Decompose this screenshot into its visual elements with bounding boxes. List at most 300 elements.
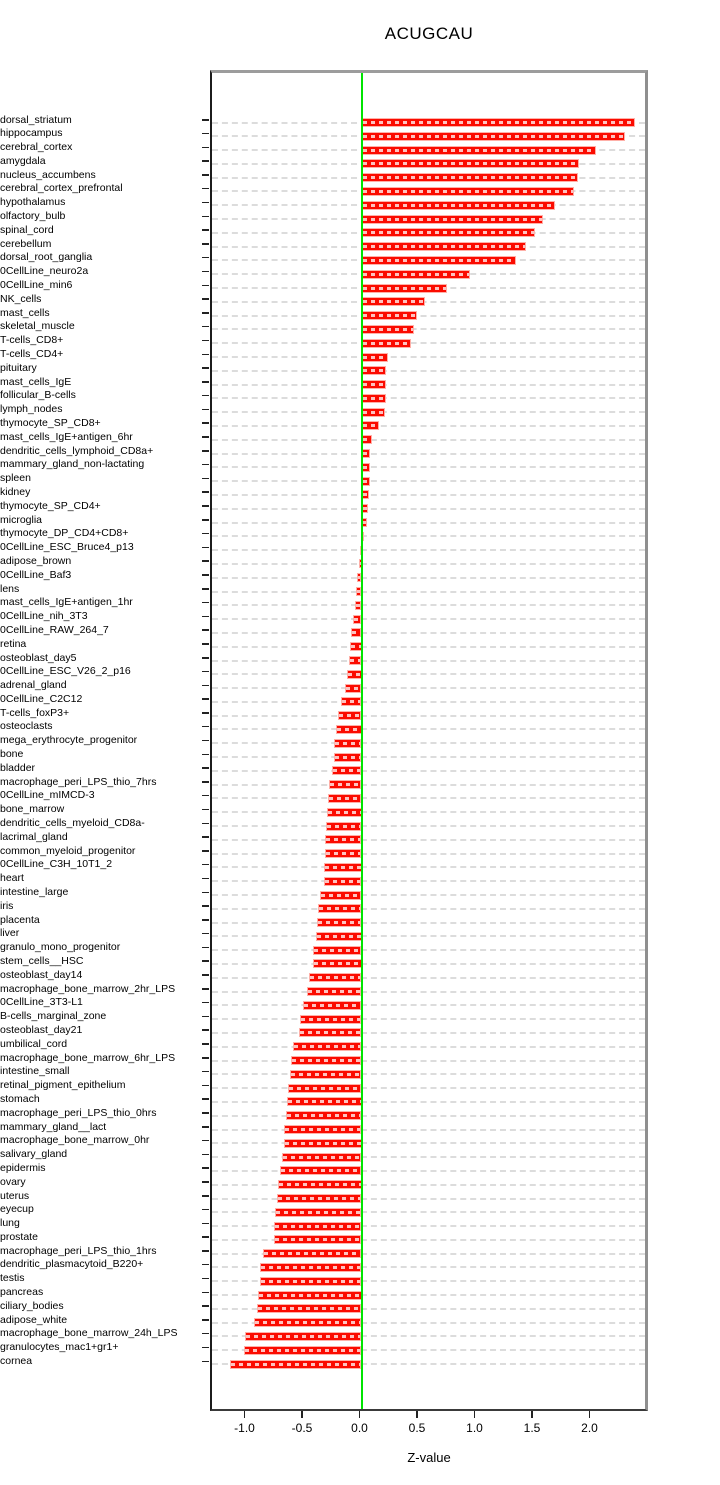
grid-line xyxy=(212,1101,645,1103)
y-tick xyxy=(202,947,209,949)
bar-dorsal_root_ganglia xyxy=(362,256,516,265)
bar-adrenal_gland xyxy=(345,684,361,693)
grid-line xyxy=(212,328,645,330)
bar-0CellLine_3T3-L1 xyxy=(303,1001,362,1010)
grid-line xyxy=(212,839,645,841)
bar-uterus xyxy=(277,1194,362,1203)
bar-mast_cells xyxy=(362,311,417,320)
category-label: spinal_cord xyxy=(0,223,54,236)
category-label: cornea xyxy=(0,1355,33,1368)
bar-spleen xyxy=(362,477,370,486)
bar-osteoblast_day14 xyxy=(309,973,361,982)
y-tick xyxy=(202,1016,209,1018)
category-label: dendritic_cells_myeloid_CD8a- xyxy=(0,817,145,830)
grid-line xyxy=(212,549,645,551)
category-label: dendritic_plasmacytoid_B220+ xyxy=(0,1258,144,1271)
y-tick xyxy=(202,1057,209,1059)
y-tick xyxy=(202,878,209,880)
grid-line xyxy=(212,1170,645,1172)
bar-0CellLine_mIMCD-3 xyxy=(328,794,362,803)
y-tick xyxy=(202,133,209,135)
x-tick xyxy=(474,1411,476,1418)
grid-line xyxy=(212,1004,645,1006)
category-label: 0CellLine_RAW_264_7 xyxy=(0,623,109,636)
bar-granulo_mono_progenitor xyxy=(313,946,361,955)
bar-mega_erythrocyte_progenitor xyxy=(334,739,361,748)
x-tick-label: -1.0 xyxy=(234,1421,255,1435)
bar-intestine_large xyxy=(320,891,361,900)
category-label: 0CellLine_C2C12 xyxy=(0,692,83,705)
category-label: cerebellum xyxy=(0,237,52,250)
y-tick xyxy=(202,1292,209,1294)
x-tick xyxy=(359,1411,361,1418)
bar-cornea xyxy=(230,1360,361,1369)
y-tick xyxy=(202,478,209,480)
category-label: cerebral_cortex xyxy=(0,141,73,154)
grid-line xyxy=(212,1087,645,1089)
bar-olfactory_bulb xyxy=(362,215,544,224)
y-tick xyxy=(202,616,209,618)
bar-T-cells_foxP3+ xyxy=(338,711,362,720)
grid-line xyxy=(212,632,645,634)
y-tick xyxy=(202,988,209,990)
bar-follicular_B-cells xyxy=(362,394,386,403)
category-label: lacrimal_gland xyxy=(0,830,68,843)
y-tick xyxy=(202,809,209,811)
y-tick xyxy=(202,271,209,273)
category-label: bone_marrow xyxy=(0,803,65,816)
category-label: osteoblast_day5 xyxy=(0,651,77,664)
grid-line xyxy=(212,315,645,317)
y-tick xyxy=(202,533,209,535)
bar-salivary_gland xyxy=(282,1153,362,1162)
bar-macrophage_bone_marrow_2hr_LPS xyxy=(307,987,361,996)
category-label: 0CellLine_neuro2a xyxy=(0,265,89,278)
y-tick xyxy=(202,202,209,204)
bar-retinal_pigment_epithelium xyxy=(288,1084,361,1093)
y-tick xyxy=(202,1181,209,1183)
grid-line xyxy=(212,687,645,689)
category-label: kidney xyxy=(0,485,31,498)
y-tick xyxy=(202,754,209,756)
category-label: common_myeloid_progenitor xyxy=(0,844,136,857)
category-label: olfactory_bulb xyxy=(0,210,66,223)
category-label: ciliary_bodies xyxy=(0,1299,64,1312)
grid-line xyxy=(212,453,645,455)
grid-line xyxy=(212,784,645,786)
grid-line xyxy=(212,508,645,510)
category-label: B-cells_marginal_zone xyxy=(0,1010,107,1023)
y-tick xyxy=(202,823,209,825)
x-tick xyxy=(416,1411,418,1418)
grid-line xyxy=(212,384,645,386)
y-tick xyxy=(202,1043,209,1045)
bar-dendritic_plasmacytoid_B220+ xyxy=(260,1263,361,1272)
category-label: adrenal_gland xyxy=(0,679,67,692)
bar-amygdala xyxy=(362,159,579,168)
y-tick xyxy=(202,685,209,687)
y-tick xyxy=(202,354,209,356)
y-tick xyxy=(202,422,209,424)
bar-iris xyxy=(318,904,362,913)
y-tick xyxy=(202,1098,209,1100)
y-tick xyxy=(202,450,209,452)
bar-testis xyxy=(260,1277,362,1286)
grid-line xyxy=(212,660,645,662)
grid-line xyxy=(212,439,645,441)
y-tick xyxy=(202,340,209,342)
bar-eyecup xyxy=(275,1208,362,1217)
bar-adipose_white xyxy=(254,1318,362,1327)
x-axis-title: Z-value xyxy=(407,1450,451,1465)
grid-line xyxy=(212,908,645,910)
grid-line xyxy=(212,922,645,924)
y-tick xyxy=(202,519,209,521)
bar-mammary_gland__lact xyxy=(284,1125,361,1134)
zero-reference-line xyxy=(361,73,363,1409)
category-label: dorsal_root_ganglia xyxy=(0,251,93,264)
category-label: placenta xyxy=(0,913,40,926)
grid-line xyxy=(212,797,645,799)
category-label: hippocampus xyxy=(0,127,63,140)
grid-line xyxy=(212,963,645,965)
y-tick xyxy=(202,1305,209,1307)
bar-0CellLine_min6 xyxy=(362,284,447,293)
category-label: 0CellLine_C3H_10T1_2 xyxy=(0,858,113,871)
category-label: osteoblast_day14 xyxy=(0,968,83,981)
category-label: testis xyxy=(0,1272,25,1285)
y-tick xyxy=(202,1002,209,1004)
grid-line xyxy=(212,949,645,951)
category-label: epidermis xyxy=(0,1161,46,1174)
bar-0CellLine_C3H_10T1_2 xyxy=(324,863,361,872)
bar-macrophage_bone_marrow_24h_LPS xyxy=(245,1332,361,1341)
category-label: skeletal_muscle xyxy=(0,320,75,333)
category-label: follicular_B-cells xyxy=(0,389,76,402)
grid-line xyxy=(212,425,645,427)
bar-ciliary_bodies xyxy=(257,1304,362,1313)
y-tick xyxy=(202,1250,209,1252)
category-label: macrophage_bone_marrow_6hr_LPS xyxy=(0,1051,176,1064)
grid-line xyxy=(212,480,645,482)
y-tick xyxy=(202,960,209,962)
y-tick xyxy=(202,1167,209,1169)
y-tick xyxy=(202,1112,209,1114)
grid-line xyxy=(212,935,645,937)
y-tick xyxy=(202,1264,209,1266)
grid-line xyxy=(212,370,645,372)
y-tick xyxy=(202,216,209,218)
x-tick-label: 0.0 xyxy=(351,1421,368,1435)
y-tick xyxy=(202,285,209,287)
y-tick xyxy=(202,547,209,549)
bar-lacrimal_gland xyxy=(325,835,361,844)
y-tick xyxy=(202,436,209,438)
grid-line xyxy=(212,411,645,413)
y-tick xyxy=(202,643,209,645)
grid-line xyxy=(212,1115,645,1117)
grid-line xyxy=(212,342,645,344)
grid-line xyxy=(212,715,645,717)
grid-line xyxy=(212,356,645,358)
category-label: retinal_pigment_epithelium xyxy=(0,1079,126,1092)
bar-dendritic_cells_lymphoid_CD8a+ xyxy=(362,449,370,458)
bar-prostate xyxy=(274,1235,362,1244)
y-tick xyxy=(202,188,209,190)
category-label: bone xyxy=(0,748,24,761)
bar-B-cells_marginal_zone xyxy=(300,1015,362,1024)
grid-line xyxy=(212,825,645,827)
category-label: macrophage_peri_LPS_thio_0hrs xyxy=(0,1106,157,1119)
grid-line xyxy=(212,494,645,496)
bar-macrophage_peri_LPS_thio_0hrs xyxy=(286,1111,362,1120)
y-tick xyxy=(202,312,209,314)
category-label: NK_cells xyxy=(0,292,42,305)
y-tick xyxy=(202,767,209,769)
category-label: mast_cells_IgE+antigen_6hr xyxy=(0,430,133,443)
y-tick xyxy=(202,726,209,728)
grid-line xyxy=(212,1129,645,1131)
bar-thymocyte_SP_CD8+ xyxy=(362,421,379,430)
x-tick-label: 1.5 xyxy=(523,1421,541,1435)
y-tick xyxy=(202,147,209,149)
category-label: adipose_white xyxy=(0,1313,68,1326)
category-label: macrophage_bone_marrow_24h_LPS xyxy=(0,1327,178,1340)
y-tick xyxy=(202,1361,209,1363)
bar-pituitary xyxy=(362,366,386,375)
bar-cerebral_cortex_prefrontal xyxy=(362,187,575,196)
y-tick xyxy=(202,905,209,907)
category-label: heart xyxy=(0,872,24,885)
x-tick xyxy=(301,1411,303,1418)
y-tick xyxy=(202,740,209,742)
y-tick xyxy=(202,850,209,852)
category-label: macrophage_peri_LPS_thio_7hrs xyxy=(0,775,157,788)
bar-spinal_cord xyxy=(362,228,536,237)
category-label: intestine_large xyxy=(0,886,69,899)
y-tick xyxy=(202,712,209,714)
grid-line xyxy=(212,1184,645,1186)
y-tick xyxy=(202,1347,209,1349)
y-tick xyxy=(202,1071,209,1073)
y-tick xyxy=(202,1140,209,1142)
grid-line xyxy=(212,991,645,993)
category-label: thymocyte_SP_CD4+ xyxy=(0,499,101,512)
category-label: lung xyxy=(0,1217,20,1230)
category-label: hypothalamus xyxy=(0,196,66,209)
category-label: pancreas xyxy=(0,1286,44,1299)
category-label: lymph_nodes xyxy=(0,403,63,416)
grid-line xyxy=(212,1156,645,1158)
grid-line xyxy=(212,742,645,744)
grid-line xyxy=(212,1018,645,1020)
y-tick xyxy=(202,298,209,300)
y-tick xyxy=(202,243,209,245)
category-label: pituitary xyxy=(0,361,37,374)
category-label: eyecup xyxy=(0,1203,34,1216)
y-tick xyxy=(202,160,209,162)
y-tick xyxy=(202,367,209,369)
bar-0CellLine_ESC_V26_2_p16 xyxy=(347,670,361,679)
grid-line xyxy=(212,866,645,868)
grid-line xyxy=(212,563,645,565)
plot-area xyxy=(210,70,648,1411)
bar-T-cells_CD8+ xyxy=(362,339,411,348)
bar-hypothalamus xyxy=(362,201,555,210)
y-tick xyxy=(202,781,209,783)
grid-line xyxy=(212,301,645,303)
bar-mammary_gland_non-lactating xyxy=(362,463,370,472)
grid-line xyxy=(212,880,645,882)
category-label: umbilical_cord xyxy=(0,1037,68,1050)
grid-line xyxy=(212,977,645,979)
category-label: iris xyxy=(0,899,14,912)
bar-cerebral_cortex xyxy=(362,146,597,155)
grid-line xyxy=(212,397,645,399)
y-tick xyxy=(202,257,209,259)
bar-osteoblast_day21 xyxy=(299,1028,362,1037)
bar-heart xyxy=(324,877,362,886)
category-label: 0CellLine_ESC_V26_2_p16 xyxy=(0,665,131,678)
grid-line xyxy=(212,756,645,758)
y-tick xyxy=(202,1223,209,1225)
category-label: intestine_small xyxy=(0,1065,70,1078)
y-tick xyxy=(202,326,209,328)
bar-ovary xyxy=(278,1180,361,1189)
category-label: 0CellLine_ESC_Bruce4_p13 xyxy=(0,541,134,554)
grid-line xyxy=(212,1046,645,1048)
bar-nucleus_accumbens xyxy=(362,173,578,182)
category-label: mammary_gland_non-lactating xyxy=(0,458,145,471)
grid-line xyxy=(212,1060,645,1062)
y-tick xyxy=(202,836,209,838)
category-label: liver xyxy=(0,927,20,940)
y-tick xyxy=(202,1126,209,1128)
x-tick-label: 2.0 xyxy=(581,1421,598,1435)
category-label: 0CellLine_nih_3T3 xyxy=(0,610,88,623)
bar-bone_marrow xyxy=(327,808,362,817)
bar-macrophage_bone_marrow_6hr_LPS xyxy=(291,1056,361,1065)
category-label: spleen xyxy=(0,472,31,485)
y-tick xyxy=(202,174,209,176)
y-tick xyxy=(202,381,209,383)
category-label: 0CellLine_min6 xyxy=(0,279,73,292)
grid-line xyxy=(212,535,645,537)
bar-lung xyxy=(274,1222,361,1231)
grid-line xyxy=(212,728,645,730)
y-tick xyxy=(202,1085,209,1087)
grid-line xyxy=(212,604,645,606)
category-label: mast_cells xyxy=(0,306,50,319)
grid-line xyxy=(212,591,645,593)
bar-kidney xyxy=(362,490,369,499)
y-tick xyxy=(202,1195,209,1197)
grid-line xyxy=(212,673,645,675)
y-tick xyxy=(202,588,209,590)
bar-skeletal_muscle xyxy=(362,325,415,334)
bar-cerebellum xyxy=(362,242,526,251)
y-tick xyxy=(202,657,209,659)
bar-common_myeloid_progenitor xyxy=(325,849,362,858)
category-label: stomach xyxy=(0,1092,40,1105)
category-label: mega_erythrocyte_progenitor xyxy=(0,734,138,747)
category-label: T-cells_CD8+ xyxy=(0,334,64,347)
bar-dendritic_cells_myeloid_CD8a- xyxy=(326,822,361,831)
x-tick-label: 0.5 xyxy=(408,1421,426,1435)
grid-line xyxy=(212,646,645,648)
chart-title: ACUGCAU xyxy=(384,24,474,43)
y-tick xyxy=(202,864,209,866)
y-tick xyxy=(202,1236,209,1238)
y-tick xyxy=(202,1278,209,1280)
y-tick xyxy=(202,795,209,797)
category-label: macrophage_peri_LPS_thio_1hrs xyxy=(0,1244,157,1257)
y-tick xyxy=(202,933,209,935)
bar-0CellLine_neuro2a xyxy=(362,270,470,279)
grid-line xyxy=(212,577,645,579)
bar-liver xyxy=(316,932,362,941)
bar-osteoclasts xyxy=(336,725,362,734)
y-tick xyxy=(202,491,209,493)
category-label: prostate xyxy=(0,1230,38,1243)
bar-bone xyxy=(334,753,362,762)
bar-macrophage_bone_marrow_0hr xyxy=(284,1139,362,1148)
y-tick xyxy=(202,574,209,576)
y-tick xyxy=(202,229,209,231)
y-tick xyxy=(202,1333,209,1335)
y-tick xyxy=(202,1319,209,1321)
category-label: mast_cells_IgE+antigen_1hr xyxy=(0,596,133,609)
category-label: uterus xyxy=(0,1189,30,1202)
y-tick xyxy=(202,505,209,507)
y-tick xyxy=(202,119,209,121)
x-tick xyxy=(531,1411,533,1418)
y-tick xyxy=(202,1209,209,1211)
category-label: mammary_gland__lact xyxy=(0,1120,107,1133)
bar-dorsal_striatum xyxy=(362,118,636,127)
category-label: salivary_gland xyxy=(0,1148,68,1161)
category-label: thymocyte_DP_CD4+CD8+ xyxy=(0,527,129,540)
category-label: thymocyte_SP_CD8+ xyxy=(0,416,101,429)
x-tick xyxy=(589,1411,591,1418)
category-label: 0CellLine_3T3-L1 xyxy=(0,996,83,1009)
grid-line xyxy=(212,618,645,620)
grid-line xyxy=(212,770,645,772)
bar-stem_cells__HSC xyxy=(313,959,362,968)
category-label: macrophage_bone_marrow_2hr_LPS xyxy=(0,982,176,995)
y-tick xyxy=(202,409,209,411)
bar-T-cells_CD4+ xyxy=(362,353,388,362)
grid-line xyxy=(212,1142,645,1144)
category-label: amygdala xyxy=(0,154,46,167)
bar-lymph_nodes xyxy=(362,408,385,417)
category-label: osteoclasts xyxy=(0,720,53,733)
category-label: adipose_brown xyxy=(0,554,72,567)
bar-umbilical_cord xyxy=(293,1042,361,1051)
category-label: dendritic_cells_lymphoid_CD8a+ xyxy=(0,444,154,457)
grid-line xyxy=(212,853,645,855)
category-label: 0CellLine_Baf3 xyxy=(0,568,72,581)
category-label: lens xyxy=(0,582,20,595)
bar-intestine_small xyxy=(290,1070,361,1079)
y-tick xyxy=(202,1154,209,1156)
category-label: T-cells_foxP3+ xyxy=(0,706,70,719)
category-label: osteoblast_day21 xyxy=(0,1023,83,1036)
y-tick xyxy=(202,629,209,631)
bar-hippocampus xyxy=(362,132,625,141)
y-tick xyxy=(202,1029,209,1031)
x-tick-label: 1.0 xyxy=(466,1421,483,1435)
